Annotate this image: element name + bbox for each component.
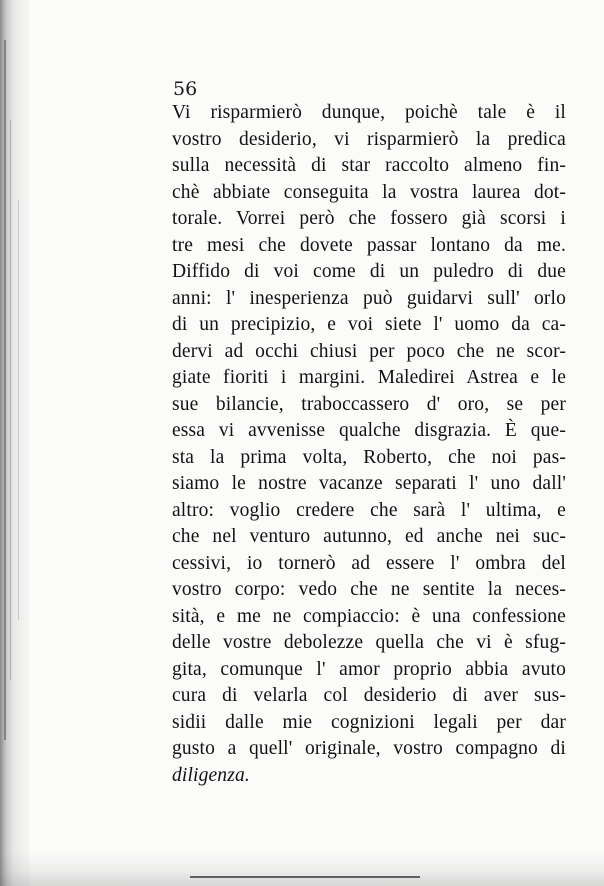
text-line: che nel venturo autunno, ed anche nei suc-	[172, 526, 566, 547]
text-line: gusto a quell' originale, vostro compagno di	[172, 738, 566, 759]
text-line: essa vi avvenisse qualche disgrazia. È que-	[172, 420, 566, 441]
bottom-rule	[190, 876, 420, 878]
text-line: sta la prima volta, Roberto, che noi pas-	[172, 446, 566, 468]
binding-crease	[18, 200, 19, 620]
text-line: di un precipizio, e voi siete l' uomo da ca-	[172, 314, 566, 335]
text-line: sità, e me ne compiaccio: è una confessione	[172, 605, 566, 627]
text-line: gita, comunque l' amor proprio abbia avuto	[172, 658, 566, 680]
text-line: Diffido di voi come di un puledro di due	[172, 261, 566, 282]
text-line: cessivi, io tornerò ad essere l' ombra del	[172, 552, 566, 574]
text-line: chè abbiate conseguita la vostra laurea dot-	[172, 181, 566, 203]
text-line: sidii dalle mie cognizioni legali per dar	[172, 711, 566, 733]
text-line: giate fioriti i margini. Maledirei Astrea e le	[172, 367, 566, 388]
text-line: anni: l' inesperienza può guidarvi sull' orlo	[172, 287, 566, 309]
text-line: Vi risparmierò dunque, poichè tale è il	[172, 102, 566, 123]
binding-crease	[10, 120, 11, 680]
text-line: tre mesi che dovete passar lontano da me.	[172, 234, 566, 256]
page-bottom-shadow	[0, 852, 604, 886]
text-line: sue bilancie, traboccassero d' oro, se per	[172, 393, 566, 415]
text-line: siamo le nostre vacanze separati l' uno dall'	[172, 473, 566, 494]
text-line: torale. Vorrei però che fossero già scorsi i	[172, 208, 566, 229]
page-number: 56	[173, 78, 198, 100]
binding-crease	[4, 40, 6, 740]
text-line: delle vostre debolezze quella che vi è sfug-	[172, 632, 566, 653]
body-text	[172, 100, 566, 789]
text-line: vostro desiderio, vi risparmierò la predica	[172, 128, 566, 150]
text-line: dervi ad occhi chiusi per poco che ne scor-	[172, 340, 566, 362]
text-line: cura di velarla col desiderio di aver sus-	[172, 685, 566, 706]
text-line: altro: voglio credere che sarà l' ultima, e	[172, 499, 566, 521]
text-line: vostro corpo: vedo che ne sentite la neces-	[172, 579, 566, 600]
final-word: diligenza.	[172, 764, 250, 786]
text-line: sulla necessità di star raccolto almeno fin-	[172, 155, 566, 176]
